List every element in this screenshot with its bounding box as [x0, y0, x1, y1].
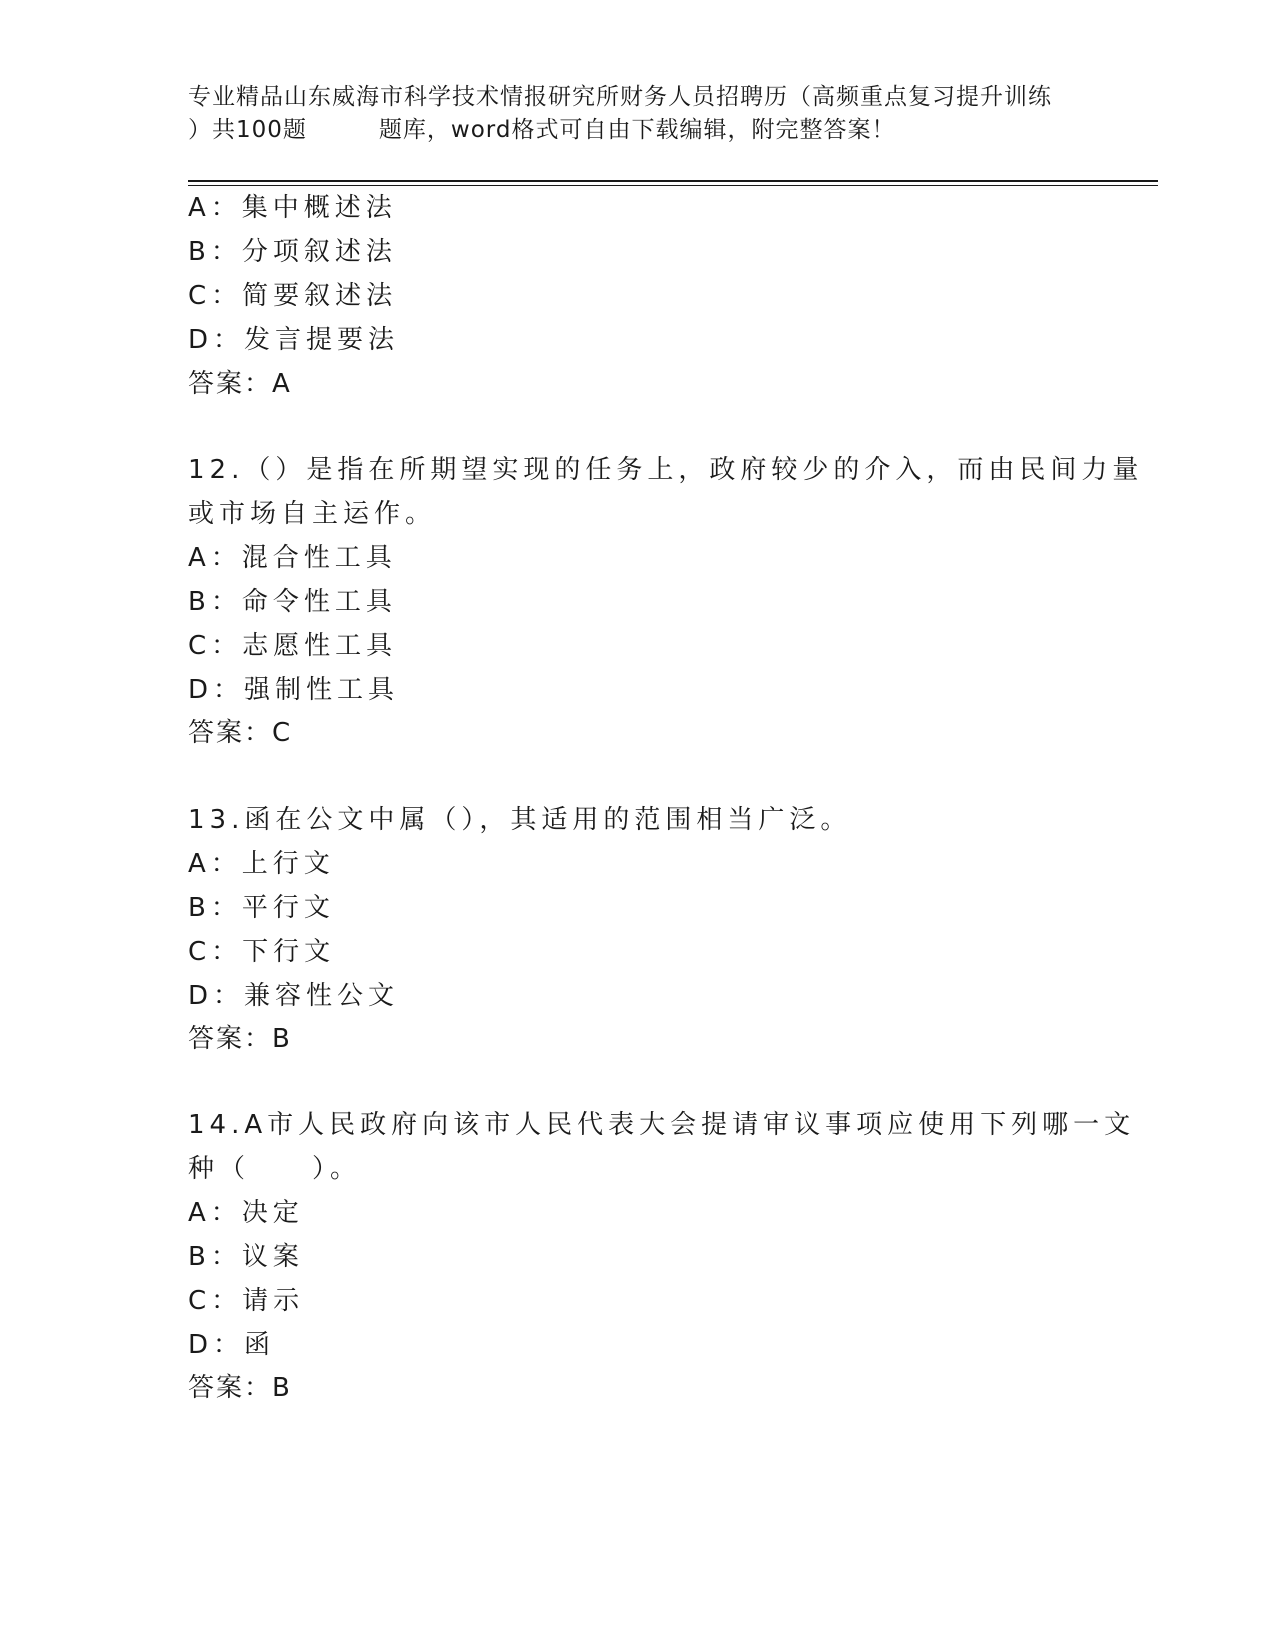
q11-option-a: A：集中概述法 — [188, 193, 397, 223]
q13-option-a: A：上行文 — [188, 849, 335, 879]
q13-option-b: B：平行文 — [188, 893, 335, 923]
header-divider-thick — [188, 180, 1158, 182]
q14-option-d: D：函 — [188, 1330, 276, 1360]
q14-answer: 答案：B — [188, 1373, 292, 1403]
q12-option-d: D：强制性工具 — [188, 675, 400, 705]
q11-answer: 答案：A — [188, 369, 292, 399]
header-description: 题库，word格式可自由下载编辑，附完整答案！ — [378, 117, 896, 143]
q14-option-b: B：议案 — [188, 1242, 304, 1272]
header-count: ）共100题 — [188, 117, 307, 143]
q11-option-c: C：简要叙述法 — [188, 281, 398, 311]
q12-option-c: C：志愿性工具 — [188, 631, 398, 661]
q14-option-a: A：决定 — [188, 1198, 304, 1228]
q14-stem-line-1: 14.A市人民政府向该市人民代表大会提请审议事项应使用下列哪一文 — [188, 1110, 1136, 1140]
q14-option-c: C：请示 — [188, 1286, 305, 1316]
header-divider-thin — [188, 185, 1158, 186]
q13-option-d: D：兼容性公文 — [188, 981, 400, 1011]
q12-answer: 答案：C — [188, 718, 293, 748]
q11-option-b: B：分项叙述法 — [188, 237, 397, 267]
q11-option-d: D：发言提要法 — [188, 325, 400, 355]
header-title-line-2 — [188, 111, 895, 144]
q12-stem-line-1: 12.（）是指在所期望实现的任务上，政府较少的介入，而由民间力量 — [188, 455, 1144, 485]
header-title-line-1: 专业精品山东威海市科学技术情报研究所财务人员招聘历（高频重点复习提升训练 — [188, 84, 1052, 110]
q12-option-a: A：混合性工具 — [188, 543, 397, 573]
q13-option-c: C：下行文 — [188, 937, 336, 967]
q12-stem-line-2: 或市场自主运作。 — [188, 499, 437, 529]
q13-answer: 答案：B — [188, 1024, 292, 1054]
q14-stem-line-2: 种（ ）。 — [188, 1154, 362, 1184]
q12-option-b: B：命令性工具 — [188, 587, 397, 617]
q13-stem-line-1: 13.函在公文中属（），其适用的范围相当广泛。 — [188, 805, 852, 835]
